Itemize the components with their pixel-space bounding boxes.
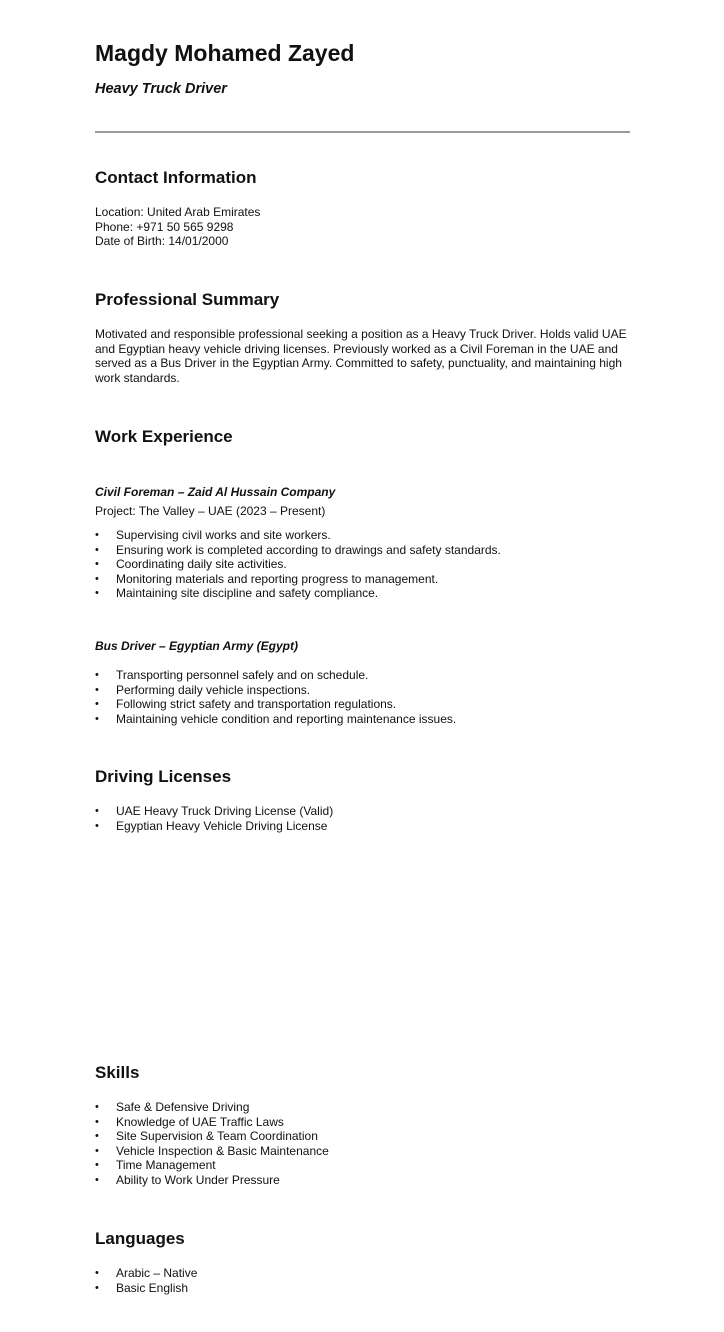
job-duties-civil-foreman xyxy=(95,528,501,601)
list-item: • Supervising civil works and site workers. xyxy=(95,528,501,543)
languages-list xyxy=(95,1266,197,1295)
list-item: • Following strict safety and transportation regulations. xyxy=(95,697,456,712)
job-duties-bus-driver xyxy=(95,668,456,726)
candidate-name: Magdy Mohamed Zayed xyxy=(95,40,355,66)
list-item: • UAE Heavy Truck Driving License (Valid) xyxy=(95,804,333,819)
list-item: • Safe & Defensive Driving xyxy=(95,1100,329,1115)
list-item: • Coordinating daily site activities. xyxy=(95,557,501,572)
job-title-bus-driver: Bus Driver – Egyptian Army (Egypt) xyxy=(95,639,298,653)
licenses-list xyxy=(95,804,333,833)
skills-list xyxy=(95,1100,329,1188)
list-item: • Arabic – Native xyxy=(95,1266,197,1281)
contact-heading: Contact Information xyxy=(95,168,257,187)
contact-phone: Phone: +971 50 565 9298 xyxy=(95,219,234,234)
list-item: • Ability to Work Under Pressure xyxy=(95,1173,329,1188)
summary-text: Motivated and responsible professional seeking a position as a Heavy Truck Driver. Holds valid UAE and Egyptian heavy vehicle driving licenses. Previously worked as a Civil Foreman in the UAE and served as a Bus Driver in the Egyptian Army. Committed to safety, punctuality, and maintaining high work standards. xyxy=(95,327,627,385)
licenses-heading: Driving Licenses xyxy=(95,767,232,786)
header-divider xyxy=(95,131,630,133)
job-title: Heavy Truck Driver xyxy=(95,81,227,97)
languages-heading: Languages xyxy=(95,1229,185,1248)
contact-location: Location: United Arab Emirates xyxy=(95,205,261,219)
summary-heading: Professional Summary xyxy=(95,290,280,309)
list-item: • Site Supervision & Team Coordination xyxy=(95,1129,329,1144)
contact-details xyxy=(95,205,260,249)
job-title-civil-foreman: Civil Foreman – Zaid Al Hussain Company xyxy=(95,485,336,499)
list-item: • Transporting personnel safely and on schedule. xyxy=(95,668,456,683)
list-item: • Knowledge of UAE Traffic Laws xyxy=(95,1115,329,1130)
list-item: • Maintaining site discipline and safety compliance. xyxy=(95,586,501,601)
list-item: • Time Management xyxy=(95,1158,329,1173)
list-item: • Vehicle Inspection & Basic Maintenance xyxy=(95,1144,329,1159)
skills-heading: Skills xyxy=(95,1063,140,1082)
contact-dob: Date of Birth: 14/01/2000 xyxy=(95,234,229,249)
list-item: • Monitoring materials and reporting progress to management. xyxy=(95,572,501,587)
job-project: Project: The Valley – UAE (2023 – Present) xyxy=(95,504,326,518)
list-item: • Maintaining vehicle condition and reporting maintenance issues. xyxy=(95,712,456,727)
resume-page xyxy=(95,0,630,1332)
list-item: • Performing daily vehicle inspections. xyxy=(95,683,456,698)
list-item: • Basic English xyxy=(95,1281,197,1296)
list-item: • Egyptian Heavy Vehicle Driving License xyxy=(95,819,333,834)
experience-heading: Work Experience xyxy=(95,427,233,446)
list-item: • Ensuring work is completed according to drawings and safety standards. xyxy=(95,543,501,558)
